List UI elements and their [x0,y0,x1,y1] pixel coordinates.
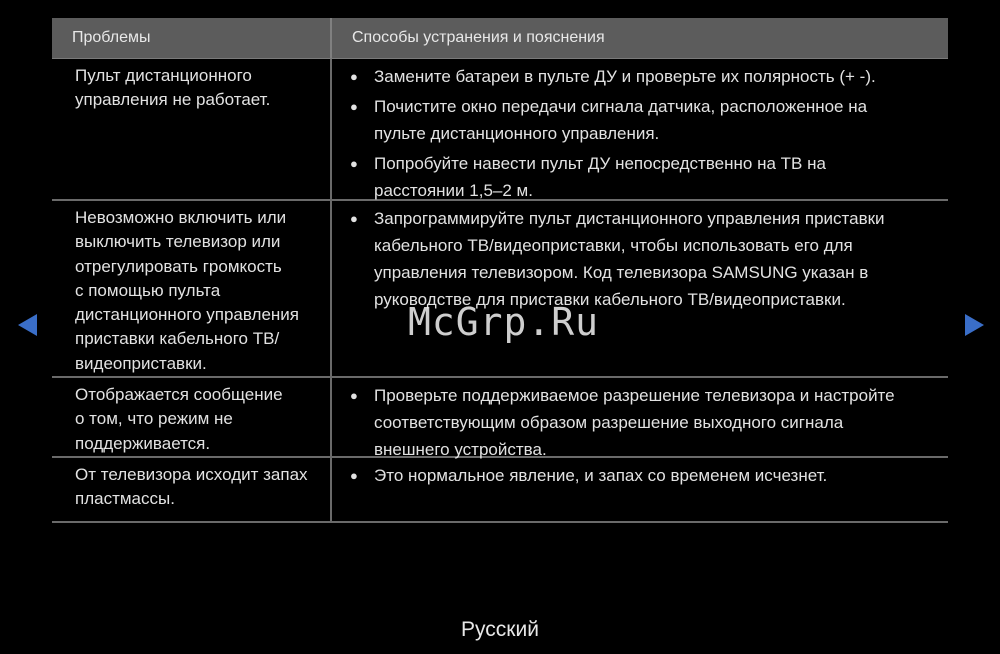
triangle-left-icon[interactable] [18,314,37,336]
table-header [52,18,948,59]
solution-cell [332,201,948,376]
solution-item [350,382,938,463]
bullet-icon: ● [350,211,358,226]
problem-line: о том, что режим не [75,409,233,429]
table-row [52,458,948,523]
problem-line: с помощью пульта [75,280,221,300]
problem-line: выключить телевизор или [75,232,281,252]
solution-line: Запрограммируйте пульт дистанционного управления приставки [374,209,885,228]
problem-cell [52,59,332,199]
solution-line: Это нормальное явление, и запах со временем исчезнет. [374,466,828,485]
problem-cell [52,458,332,521]
solution-line: пульте дистанционного управления. [374,124,660,143]
problem-line: Невозможно включить или [75,208,287,227]
problem-line: Отображается сообщение [75,385,283,404]
problem-line: дистанционного управления [75,305,299,325]
solution-line: Почистите окно передачи сигнала датчика, расположенное на [374,97,868,116]
solution-line: расстоянии 1,5–2 м. [374,181,533,200]
solution-line: внешнего устройства. [374,440,547,459]
bullet-icon: ● [350,69,358,84]
solution-line: Проверьте поддерживаемое разрешение телевизора и настройте [374,386,895,405]
solution-item [350,462,938,489]
problem-line: Пульт дистанционного [75,66,252,85]
solution-line: Попробуйте навести пульт ДУ непосредственно на ТВ на [374,154,826,173]
problem-line: видеоприставки. [75,353,207,373]
solution-line: соответствующим образом разрешение выходного сигнала [374,413,844,432]
header-solutions: Способы устранения и пояснения [352,29,605,46]
bullet-icon: ● [350,388,358,403]
solution-item [350,93,938,147]
table-row [52,201,948,378]
triangle-right-icon[interactable] [965,314,984,336]
solution-item [350,205,938,313]
bullet-icon: ● [350,156,358,171]
table-row [52,59,948,201]
solution-line: управления телевизором. Код телевизора SAMSUNG указан в [374,263,869,282]
table-row [52,378,948,458]
problem-line: От телевизора исходит запах [75,465,308,484]
solution-line: кабельного ТВ/видеоприставки, чтобы использовать его для [374,236,853,255]
problem-line: управления не работает. [75,90,271,110]
watermark-text: McGrp.Ru [408,300,600,344]
bullet-icon: ● [350,468,358,483]
problem-line: отрегулировать громкость [75,256,282,276]
solution-item [350,63,938,90]
problem-line: приставки кабельного ТВ/ [75,329,280,349]
problem-cell [52,378,332,456]
bullet-icon: ● [350,99,358,114]
solution-cell [332,458,948,521]
problem-line: поддерживается. [75,433,211,453]
solution-item [350,150,938,204]
problem-cell [52,201,332,376]
solution-cell [332,59,948,199]
problem-line: пластмассы. [75,489,175,509]
solution-cell [332,378,948,459]
solution-line: Замените батареи в пульте ДУ и проверьте их полярность (+ -). [374,67,876,86]
troubleshooting-table [52,18,948,523]
footer-language: Русский [461,618,539,641]
solution-line: руководстве для приставки кабельного ТВ/видеоприставки. [374,290,846,309]
header-problems: Проблемы [52,18,332,58]
